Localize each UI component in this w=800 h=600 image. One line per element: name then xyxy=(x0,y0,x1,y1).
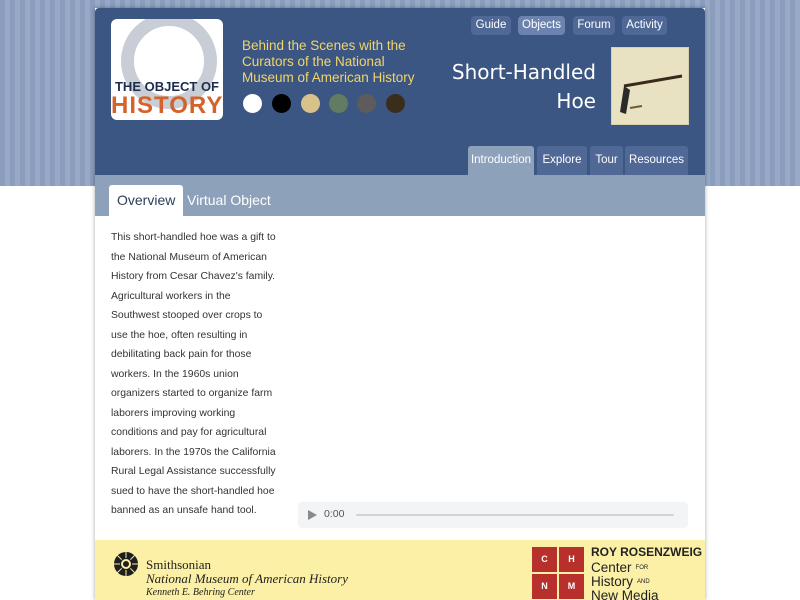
chnm-cell-m: M xyxy=(559,574,584,599)
object-of-history-logo[interactable] xyxy=(111,19,223,120)
hoe-thumbnail[interactable] xyxy=(611,47,689,125)
site-tagline: Behind the Scenes with the Curators of the National Museum of American History xyxy=(242,38,415,85)
nav-guide[interactable]: Guide xyxy=(471,16,511,35)
chnm-and: AND xyxy=(637,579,650,586)
swatch-white[interactable] xyxy=(243,94,262,113)
chnm-cell-h: H xyxy=(559,547,584,572)
nav-forum[interactable]: Forum xyxy=(573,16,615,35)
subnav-introduction[interactable]: Introduction xyxy=(468,146,534,175)
audio-seek-bar[interactable] xyxy=(356,514,674,516)
object-title-line1: Short-Handled xyxy=(451,60,596,84)
overview-text: This short-handled hoe was a gift to the National Museum of American History from Cesar Chavez's family. Agricultural workers in the Southwest stooped over crops to use the hoe, often resulting in debilitating back pain for those workers. In the 1960s union organizers started to organize farm laborers improving working conditions and pay for agricultural laborers. In the 1970s the California Rural Legal Assistance successfully sued to have the short-handled hoe banned as an unsafe hand tool. xyxy=(111,232,276,516)
chnm-line4: New Media xyxy=(591,588,659,600)
audio-player xyxy=(298,502,688,528)
logo-line2: HISTORY xyxy=(111,92,223,119)
subnav-explore[interactable]: Explore xyxy=(537,146,587,175)
object-title xyxy=(450,58,596,116)
nmah-name[interactable]: National Museum of American History xyxy=(146,571,348,586)
chnm-for: FOR xyxy=(635,565,649,572)
chnm-cell-n: N xyxy=(532,574,557,599)
swatch-gray[interactable] xyxy=(357,94,376,113)
nav-objects[interactable]: Objects xyxy=(518,16,565,35)
page-container xyxy=(95,8,705,600)
chnm-logo[interactable] xyxy=(532,547,585,600)
content-tab-bar xyxy=(95,175,705,216)
smithsonian-sun-icon xyxy=(113,551,139,577)
subnav-tour[interactable]: Tour xyxy=(590,146,623,175)
chnm-cell-c: C xyxy=(532,547,557,572)
swatch-green[interactable] xyxy=(329,94,348,113)
hoe-image-icon xyxy=(612,48,689,125)
swatch-brown[interactable] xyxy=(386,94,405,113)
tab-virtual-object[interactable]: Virtual Object xyxy=(187,192,271,208)
play-icon[interactable] xyxy=(308,510,317,520)
chnm-line3 xyxy=(591,574,650,589)
tab-overview[interactable]: Overview xyxy=(109,185,183,216)
object-title-line2: Hoe xyxy=(556,89,596,113)
chnm-line1: ROY ROSENZWEIG xyxy=(591,545,703,559)
swatch-tan[interactable] xyxy=(301,94,320,113)
swatch-black[interactable] xyxy=(272,94,291,113)
site-footer xyxy=(95,540,705,600)
behring-center: Kenneth E. Behring Center xyxy=(146,587,255,598)
chnm-line2 xyxy=(591,560,648,575)
site-header xyxy=(95,8,705,175)
subnav-resources[interactable]: Resources xyxy=(625,146,688,175)
chnm-history: History xyxy=(591,574,634,589)
chnm-center: Center xyxy=(591,560,632,575)
audio-time: 0:00 xyxy=(324,508,345,520)
nav-activity[interactable]: Activity xyxy=(622,16,667,35)
smithsonian-name[interactable]: Smithsonian xyxy=(146,557,212,572)
logo-line1: THE OBJECT OF xyxy=(114,79,219,94)
